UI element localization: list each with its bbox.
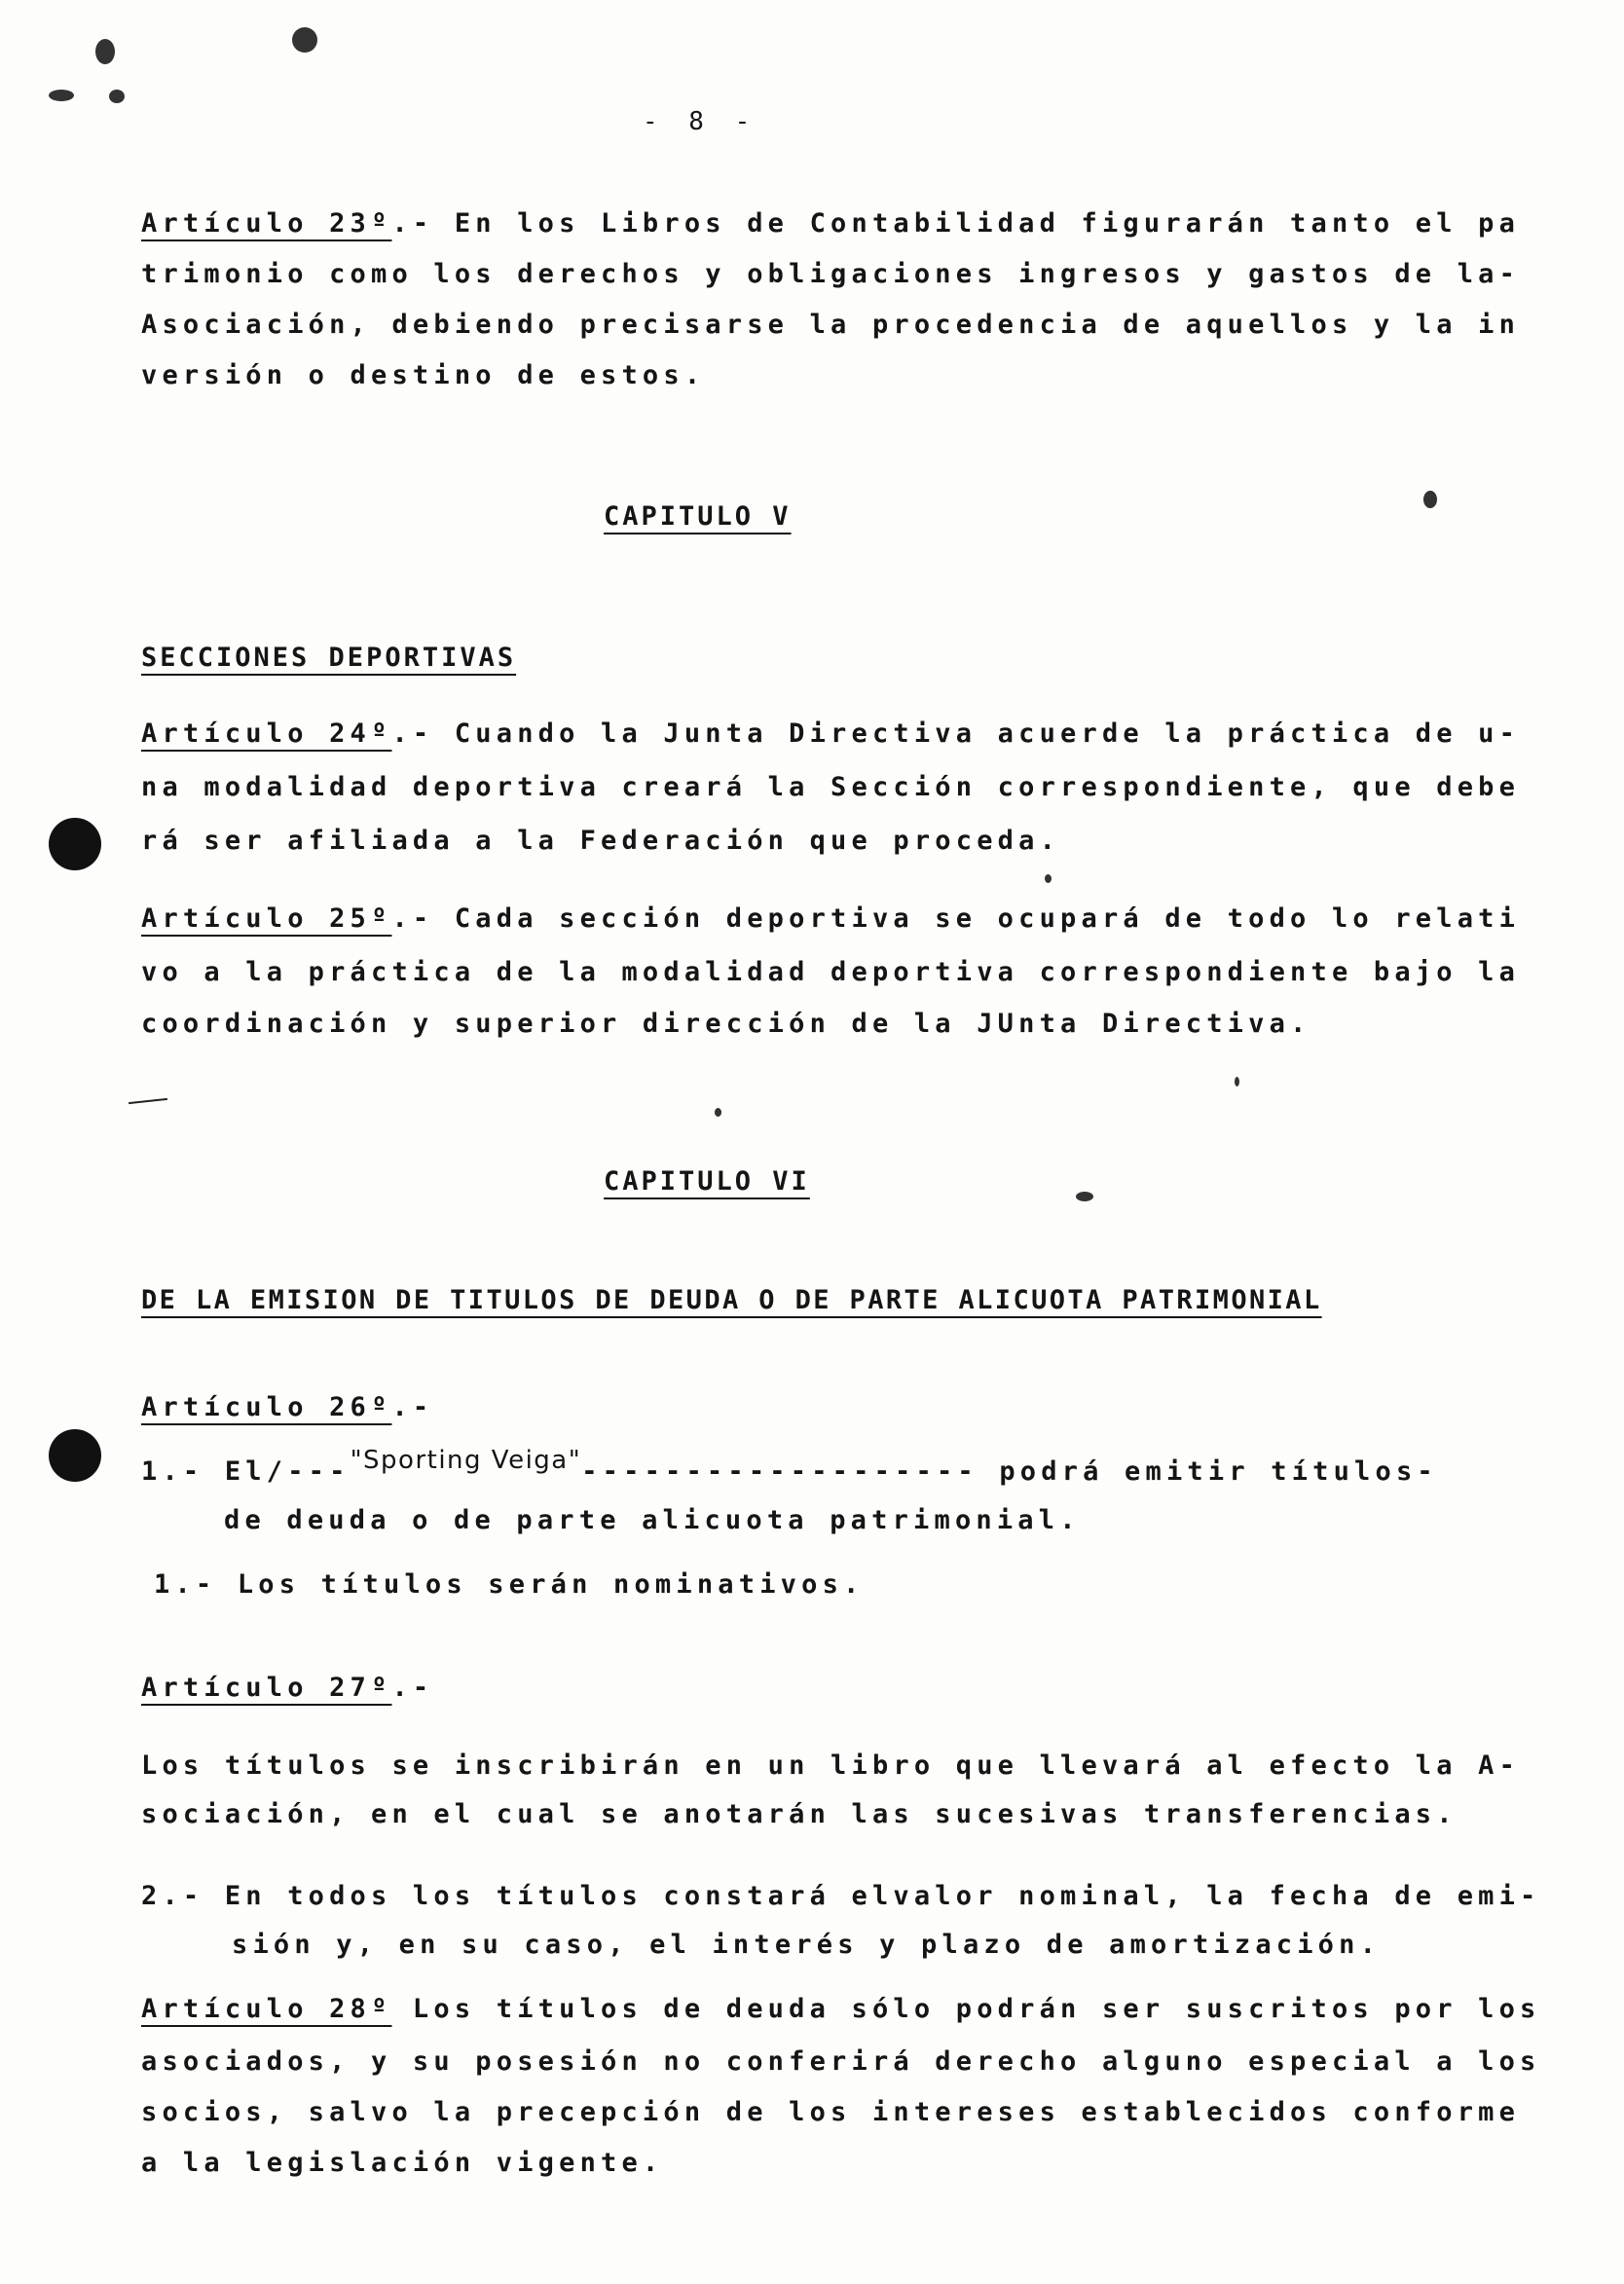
art25-line2: vo a la práctica de la modalidad deportiva correspondiente bajo la (141, 957, 1521, 987)
art23-text: .- En los Libros de Contabilidad figurarán tanto el pa (391, 208, 1521, 239)
scan-speck (1045, 874, 1052, 883)
fill-dashes: --- (287, 1456, 351, 1487)
art27-heading: Artículo 27º (141, 1673, 392, 1703)
chapter-5-title: CAPITULO V (604, 501, 792, 532)
art28-line3: socios, salvo la precepción de los intereses establecidos conforme (141, 2097, 1521, 2127)
art28-text: Los títulos de deuda sólo podrán ser suscritos por los (391, 1994, 1541, 2024)
art26-item2: 1.- Los títulos serán nominativos. (154, 1569, 865, 1600)
art25-heading: Artículo 25º (141, 903, 392, 934)
fill-dashes: ------------------- (581, 1456, 978, 1487)
scan-speck (715, 1108, 721, 1117)
art24-heading: Artículo 24º (141, 718, 392, 749)
art26-heading: Artículo 26º (141, 1392, 392, 1422)
scan-speck (1235, 1077, 1239, 1087)
art27-line1: Los títulos se inscribirán en un libro que llevará al efecto la A- (141, 1750, 1521, 1781)
art23-line3: Asociación, debiendo precisarse la procedencia de aquellos y la in (141, 310, 1521, 340)
scan-mark (129, 1098, 167, 1104)
art24-text: .- Cuando la Junta Directiva acuerde la práctica de u- (391, 718, 1521, 749)
scan-speck (1423, 491, 1437, 508)
scan-speck (292, 27, 317, 53)
page-number: - 8 - (643, 107, 758, 136)
club-name: "Sporting Veiga" (350, 1446, 582, 1475)
chapter-5-subtitle: SECCIONES DEPORTIVAS (141, 643, 517, 673)
art26-item1-rest: podrá emitir títulos- (978, 1456, 1438, 1487)
chapter-6-title: CAPITULO VI (604, 1166, 810, 1197)
art23-line1 (141, 210, 1520, 237)
art25-line1 (141, 905, 1520, 932)
scan-speck (109, 90, 125, 103)
art24-line3: rá ser afiliada a la Federación que proceda. (141, 826, 1061, 856)
art23-heading: Artículo 23º (141, 208, 392, 239)
art25-text: .- Cada sección deportiva se ocupará de todo lo relati (391, 903, 1521, 934)
art26-heading-suffix: .- (391, 1392, 434, 1422)
scan-speck (1076, 1192, 1093, 1201)
art23-line4: versión o destino de estos. (141, 360, 706, 390)
scan-speck (49, 90, 74, 101)
art25-line3: coordinación y superior dirección de la JUnta Directiva. (141, 1009, 1311, 1039)
art24-line2: na modalidad deportiva creará la Sección correspondiente, que debe (141, 772, 1521, 802)
art28-line1 (141, 1996, 1541, 2022)
art27-heading-suffix: .- (391, 1673, 434, 1703)
art27-item2-line1: 2.- En todos los títulos constará elvalor nominal, la fecha de emi- (141, 1881, 1541, 1911)
art28-line4: a la legislación vigente. (141, 2148, 664, 2178)
art24-line1 (141, 720, 1520, 747)
art27-heading-line (141, 1675, 433, 1701)
art27-line2: sociación, en el cual se anotarán las sucesivas transferencias. (141, 1799, 1458, 1829)
art26-item1-line1 (141, 1446, 1438, 1487)
art23-line2: trimonio como los derechos y obligaciones ingresos y gastos de la- (141, 259, 1521, 289)
scan-speck (95, 39, 115, 64)
punch-hole (49, 1429, 101, 1482)
art28-line2: asociados, y su posesión no conferirá derecho alguno especial a los (141, 2046, 1541, 2077)
art28-heading: Artículo 28º (141, 1994, 392, 2024)
art27-item2-line2: sión y, en su caso, el interés y plazo de amortización. (232, 1930, 1382, 1960)
art26-heading-line (141, 1394, 433, 1420)
chapter-6-subtitle: DE LA EMISION DE TITULOS DE DEUDA O DE PARTE ALICUOTA PATRIMONIAL (141, 1285, 1322, 1315)
punch-hole (49, 818, 101, 870)
art26-item1-prefix: 1.- El/ (141, 1456, 288, 1487)
art26-item1-line2: de deuda o de parte alicuota patrimonial. (224, 1505, 1081, 1535)
